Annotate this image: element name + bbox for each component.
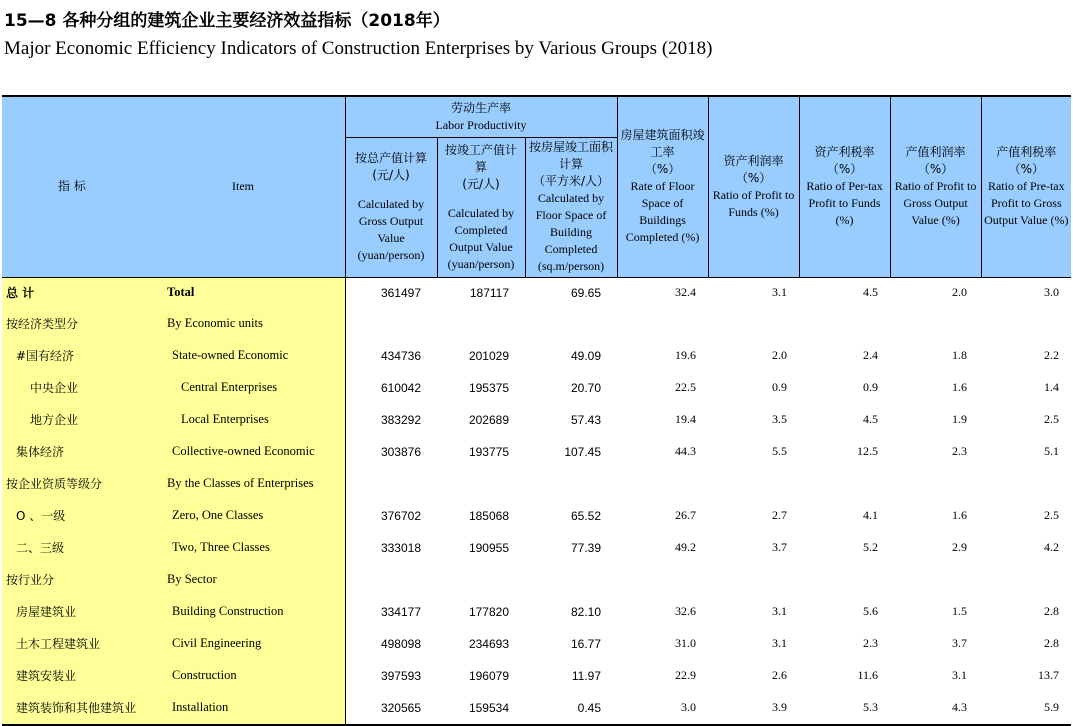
row-label-cn: #国有经济: [2, 340, 162, 372]
table-cell: 2.2: [1044, 348, 1060, 362]
table-cell: 397593: [345, 660, 437, 692]
table-cell: 32.4: [675, 285, 697, 299]
table-cell: 3.1: [772, 604, 788, 618]
table-cell: 107.45: [564, 444, 602, 459]
table-cell: 3.0: [617, 692, 708, 725]
table-cell: 376702: [345, 500, 437, 532]
row-label-en: Civil Engineering: [162, 628, 345, 660]
row-label-cn: 二、三级: [2, 532, 162, 564]
table-cell: 3.0: [1044, 285, 1060, 299]
table-cell: 13.7: [1038, 668, 1060, 682]
table-cell: 320565: [345, 692, 437, 725]
table-cell: 20.70: [571, 380, 602, 395]
table-cell: 22.9: [675, 668, 697, 682]
row-label-en: Construction: [162, 660, 345, 692]
table-row: [2, 468, 1071, 500]
row-label-cn: 总 计: [2, 277, 162, 308]
table-cell: 187117: [469, 285, 509, 300]
table-cell: 5.9: [981, 692, 1071, 725]
row-label-en: Central Enterprises: [162, 372, 345, 404]
table-cell: [708, 308, 799, 340]
table-cell: 26.7: [675, 508, 697, 522]
header-labor-productivity: 劳动生产率 Labor Productivity: [345, 96, 617, 137]
table-cell: [437, 308, 525, 340]
table-row: [2, 564, 1071, 596]
table-cell: 3.9: [708, 692, 799, 725]
table-cell: 3.7: [772, 540, 788, 554]
table-cell: 5.5: [772, 444, 788, 458]
table-cell: 190955: [468, 540, 509, 555]
table-cell: 1.6: [952, 380, 968, 394]
table-cell: 193775: [468, 444, 509, 459]
row-label-cn: 按行业分: [2, 564, 162, 596]
row-label-cn: 地方企业: [2, 404, 162, 436]
table-cell: 2.7: [772, 508, 788, 522]
table-cell: [525, 468, 617, 500]
table-cell: [799, 468, 890, 500]
table-cell: 3.1: [772, 636, 788, 650]
table-cell: 202689: [468, 412, 509, 427]
table-cell: 12.5: [857, 444, 879, 458]
table-cell: 32.6: [675, 604, 697, 618]
table-row: [2, 628, 1071, 660]
table-cell: 4.2: [1044, 540, 1060, 554]
table-cell: [890, 468, 981, 500]
table-cell: 0.45: [525, 692, 617, 725]
header-gross-output: 按总产值计算 (元/人) Calculated by Gross Output Value (yuan/person): [345, 137, 437, 277]
table-cell: 4.1: [863, 508, 879, 522]
table-cell: [981, 308, 1071, 340]
row-label-cn: O 、一级: [2, 500, 162, 532]
table-cell: 11.97: [571, 668, 602, 683]
row-label-en: Installation: [162, 692, 345, 725]
table-cell: 3.7: [952, 636, 968, 650]
row-label-cn: 建筑安装业: [2, 660, 162, 692]
table-cell: [890, 308, 981, 340]
table-cell: 19.6: [675, 348, 697, 362]
table-cell: 610042: [345, 372, 437, 404]
row-label-en: State-owned Economic: [162, 340, 345, 372]
table-cell: 69.65: [571, 285, 602, 300]
table-cell: 1.9: [952, 412, 968, 426]
header-rate-floor-space: 房屋建筑面积竣工率 （%） Rate of Floor Space of Buildings Completed (%): [617, 96, 708, 277]
table-cell: 22.5: [675, 380, 697, 394]
row-label-cn: 按企业资质等级分: [2, 468, 162, 500]
row-label-en: Collective-owned Economic: [162, 436, 345, 468]
table-cell: [708, 468, 799, 500]
table-cell: 1.5: [952, 604, 968, 618]
table-cell: 5.3: [799, 692, 890, 725]
table-cell: 4.3: [890, 692, 981, 725]
table-cell: 434736: [345, 340, 437, 372]
table-cell: 57.43: [571, 412, 602, 427]
table-cell: [799, 564, 890, 596]
page-title-en: Major Economic Efficiency Indicators of Construction Enterprises by Various Groups (2018): [4, 38, 713, 59]
table-cell: [799, 308, 890, 340]
table-row: [2, 500, 1071, 532]
table-cell: 82.10: [571, 604, 602, 619]
table-cell: 5.6: [863, 604, 879, 618]
row-label-en: By the Classes of Enterprises: [162, 468, 345, 500]
header-index: 指 标: [2, 96, 162, 277]
table-cell: 5.1: [1044, 444, 1060, 458]
table-cell: [437, 564, 525, 596]
table-row: [2, 532, 1071, 564]
table-cell: [617, 564, 708, 596]
table-cell: 2.5: [1044, 412, 1060, 426]
table-row: [2, 277, 1071, 308]
table-cell: [345, 308, 437, 340]
table-cell: 2.6: [772, 668, 788, 682]
table-cell: [617, 308, 708, 340]
table-cell: 498098: [345, 628, 437, 660]
row-label-en: Two, Three Classes: [162, 532, 345, 564]
table-cell: 195375: [468, 380, 509, 395]
table-row: [2, 340, 1071, 372]
table-cell: 2.9: [952, 540, 968, 554]
table-cell: 2.5: [1044, 508, 1060, 522]
table-cell: 2.8: [1044, 636, 1060, 650]
table-cell: 361497: [345, 277, 437, 308]
table-cell: 31.0: [675, 636, 697, 650]
row-label-cn: 中央企业: [2, 372, 162, 404]
table-cell: 16.77: [571, 636, 602, 651]
indicators-table: [2, 95, 1071, 726]
header-profit-to-funds: 资产利润率 （%） Ratio of Profit to Funds (%): [708, 96, 799, 277]
table-cell: [981, 468, 1071, 500]
table-cell: 65.52: [571, 508, 602, 523]
table-cell: [525, 308, 617, 340]
table-row: [2, 692, 1071, 725]
table-cell: 1.6: [952, 508, 968, 522]
table-cell: [890, 564, 981, 596]
header-profit-to-output: 产值利润率 （%） Ratio of Profit to Gross Output Value (%): [890, 96, 981, 277]
table-cell: 11.6: [857, 668, 879, 682]
row-label-en: By Economic units: [162, 308, 345, 340]
table-cell: 5.2: [863, 540, 879, 554]
table-cell: 77.39: [571, 540, 602, 555]
header-pretax-profit-to-output: 产值利税率 （%） Ratio of Pre-tax Profit to Gross Output Value (%): [981, 96, 1071, 277]
header-item: Item: [162, 96, 345, 277]
header-floor-space: 按房屋竣工面积计算 （平方米/人） Calculated by Floor Space of Building Completed (sq.m/person): [525, 137, 617, 277]
table-cell: 2.3: [863, 636, 879, 650]
table-cell: 49.2: [675, 540, 697, 554]
table-row: [2, 308, 1071, 340]
table-cell: [981, 564, 1071, 596]
table-cell: 2.0: [952, 285, 968, 299]
table-cell: 3.5: [772, 412, 788, 426]
row-label-cn: 建筑装饰和其他建筑业: [2, 692, 162, 725]
table-cell: 2.4: [863, 348, 879, 362]
table-cell: 303876: [345, 436, 437, 468]
table-cell: [345, 564, 437, 596]
table-cell: 0.9: [863, 380, 879, 394]
table-cell: 333018: [345, 532, 437, 564]
table-cell: 1.8: [952, 348, 968, 362]
table-cell: 2.8: [1044, 604, 1060, 618]
table-cell: 4.5: [863, 285, 879, 299]
row-label-en: Building Construction: [162, 596, 345, 628]
table-row: [2, 404, 1071, 436]
row-label-cn: 按经济类型分: [2, 308, 162, 340]
table-cell: 159534: [437, 692, 525, 725]
table-cell: 196079: [468, 668, 509, 683]
table-cell: [708, 564, 799, 596]
row-label-cn: 土木工程建筑业: [2, 628, 162, 660]
table-cell: 3.1: [772, 285, 788, 299]
table-cell: 2.0: [772, 348, 788, 362]
table-cell: 334177: [345, 596, 437, 628]
table-cell: 2.3: [952, 444, 968, 458]
table-cell: 49.09: [571, 348, 602, 363]
table-row: [2, 372, 1071, 404]
table-cell: 234693: [468, 636, 509, 651]
table-cell: 177820: [468, 604, 509, 619]
table-cell: [345, 468, 437, 500]
row-label-cn: 房屋建筑业: [2, 596, 162, 628]
row-label-en: Zero, One Classes: [162, 500, 345, 532]
table-cell: 1.4: [1044, 380, 1060, 394]
page-title-cn: 15—8 各种分组的建筑企业主要经济效益指标（2018年）: [4, 11, 450, 31]
table-row: [2, 436, 1071, 468]
header-pretax-profit-to-funds: 资产利税率 （%） Ratio of Per-tax Profit to Funds (%): [799, 96, 890, 277]
table-cell: 383292: [345, 404, 437, 436]
table-cell: 19.4: [675, 412, 697, 426]
row-label-en: By Sector: [162, 564, 345, 596]
header-completed-output: 按竣工产值计算 (元/人) Calculated by Completed Output Value (yuan/person): [437, 137, 525, 277]
table-cell: 0.9: [772, 380, 788, 394]
table-cell: [525, 564, 617, 596]
table-cell: 3.1: [952, 668, 968, 682]
table-cell: 201029: [468, 348, 509, 363]
table-cell: [617, 468, 708, 500]
table-cell: 185068: [468, 508, 509, 523]
table-row: [2, 660, 1071, 692]
row-label-cn: 集体经济: [2, 436, 162, 468]
row-label-en: Local Enterprises: [162, 404, 345, 436]
row-label-en: Total: [162, 277, 345, 308]
table-cell: [437, 468, 525, 500]
table-cell: 44.3: [675, 444, 697, 458]
table-row: [2, 596, 1071, 628]
table-cell: 4.5: [863, 412, 879, 426]
